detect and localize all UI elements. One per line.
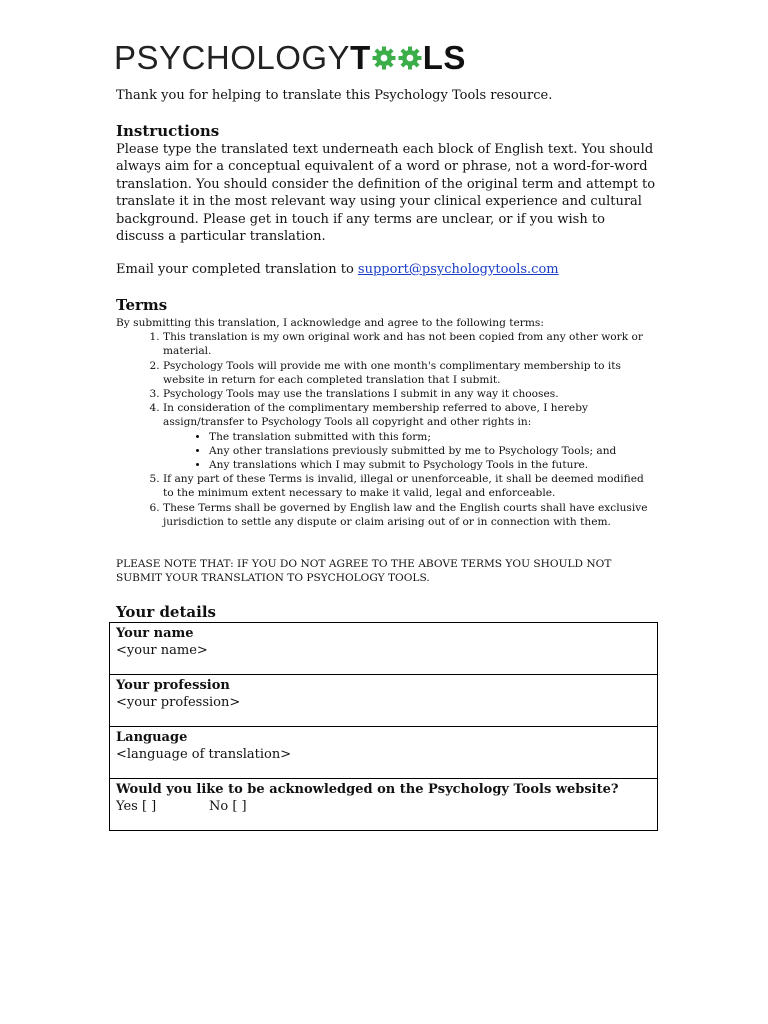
no-option[interactable]: No [ ]: [209, 799, 247, 814]
instructions-text: Please type the translated text underneath each block of English text. You should always aim for a conceptual equivalent of a word or phrase, not a word-for-word translation. You should consider the definition of the original term and attempt to translate it in the most relevant way using your clinical experience and cultural background. Please get in touch if any terms are unclear, or if you wish to discuss a particular translation.: [116, 142, 656, 245]
email-line: [116, 262, 559, 277]
logo-letter-t: T: [350, 39, 371, 76]
table-row: [110, 623, 658, 675]
terms-item: 3. Psychology Tools may use the translations I submit in any way it chooses.: [163, 387, 656, 401]
table-row: [110, 727, 658, 779]
support-email-link[interactable]: support@psychologytools.com: [357, 262, 559, 277]
terms-item: 6. These Terms shall be governed by English law and the English courts shall have exclusive jurisdiction to settle any dispute or claim arising out of or in connection with them.: [163, 501, 656, 529]
table-row: [110, 779, 658, 831]
name-field[interactable]: <your name>: [116, 643, 208, 658]
intro-text: Thank you for helping to translate this Psychology Tools resource.: [116, 88, 553, 103]
table-row: [110, 675, 658, 727]
yes-option[interactable]: Yes [ ]: [116, 799, 157, 814]
rights-subitem: • Any other translations previously submitted by me to Psychology Tools; and: [209, 444, 656, 458]
rights-subitem: • The translation submitted with this form;: [209, 430, 656, 444]
terms-item: 5. If any part of these Terms is invalid, illegal or unenforceable, it shall be deemed modified to the minimum extent necessary to make it valid, legal and enforceable.: [163, 472, 656, 500]
language-cell[interactable]: [110, 727, 658, 779]
terms-list: [116, 330, 656, 529]
psychology-tools-logo: [114, 38, 466, 78]
terms-item: 2. Psychology Tools will provide me with one month's complimentary membership to its website in return for each completed translation that I submit.: [163, 359, 656, 387]
field-label: Your name: [116, 626, 194, 641]
acknowledge-cell: [110, 779, 658, 831]
terms-note: PLEASE NOTE THAT: IF YOU DO NOT AGREE TO THE ABOVE TERMS YOU SHOULD NOT SUBMIT YOUR TRANSLATION TO PSYCHOLOGY TOOLS.: [116, 558, 612, 585]
field-label: Language: [116, 730, 188, 745]
name-cell[interactable]: [110, 623, 658, 675]
logo-text-psychology: PSYCHOLOGY: [114, 39, 351, 76]
field-label: Your profession: [116, 678, 230, 693]
logo-text-tools: [350, 39, 466, 77]
field-label: Would you like to be acknowledged on the Psychology Tools website?: [116, 782, 619, 797]
details-heading: Your details: [116, 603, 216, 621]
details-table: [109, 622, 658, 831]
terms-item: 1. This translation is my own original work and has not been copied from any other work or material.: [163, 330, 656, 358]
cog-icon: [372, 46, 396, 70]
logo-letters-ls: LS: [422, 39, 466, 76]
terms-heading: Terms: [116, 296, 168, 314]
terms-item-text: In consideration of the complimentary membership referred to above, I hereby assign/transfer to Psychology Tools all copyright and other rights in:: [163, 402, 588, 429]
terms-section: [116, 316, 656, 529]
yes-no-options: [116, 798, 651, 815]
terms-item: [163, 401, 656, 472]
rights-subitem: • Any translations which I may submit to Psychology Tools in the future.: [209, 458, 656, 472]
profession-field[interactable]: <your profession>: [116, 695, 241, 710]
terms-lead: By submitting this translation, I acknowledge and agree to the following terms:: [116, 317, 544, 329]
cog-icon: [398, 46, 422, 70]
rights-sublist: [163, 430, 656, 473]
language-field[interactable]: <language of translation>: [116, 747, 292, 762]
profession-cell[interactable]: [110, 675, 658, 727]
instructions-heading: Instructions: [116, 122, 220, 140]
email-prefix: Email your completed translation to: [116, 262, 358, 277]
